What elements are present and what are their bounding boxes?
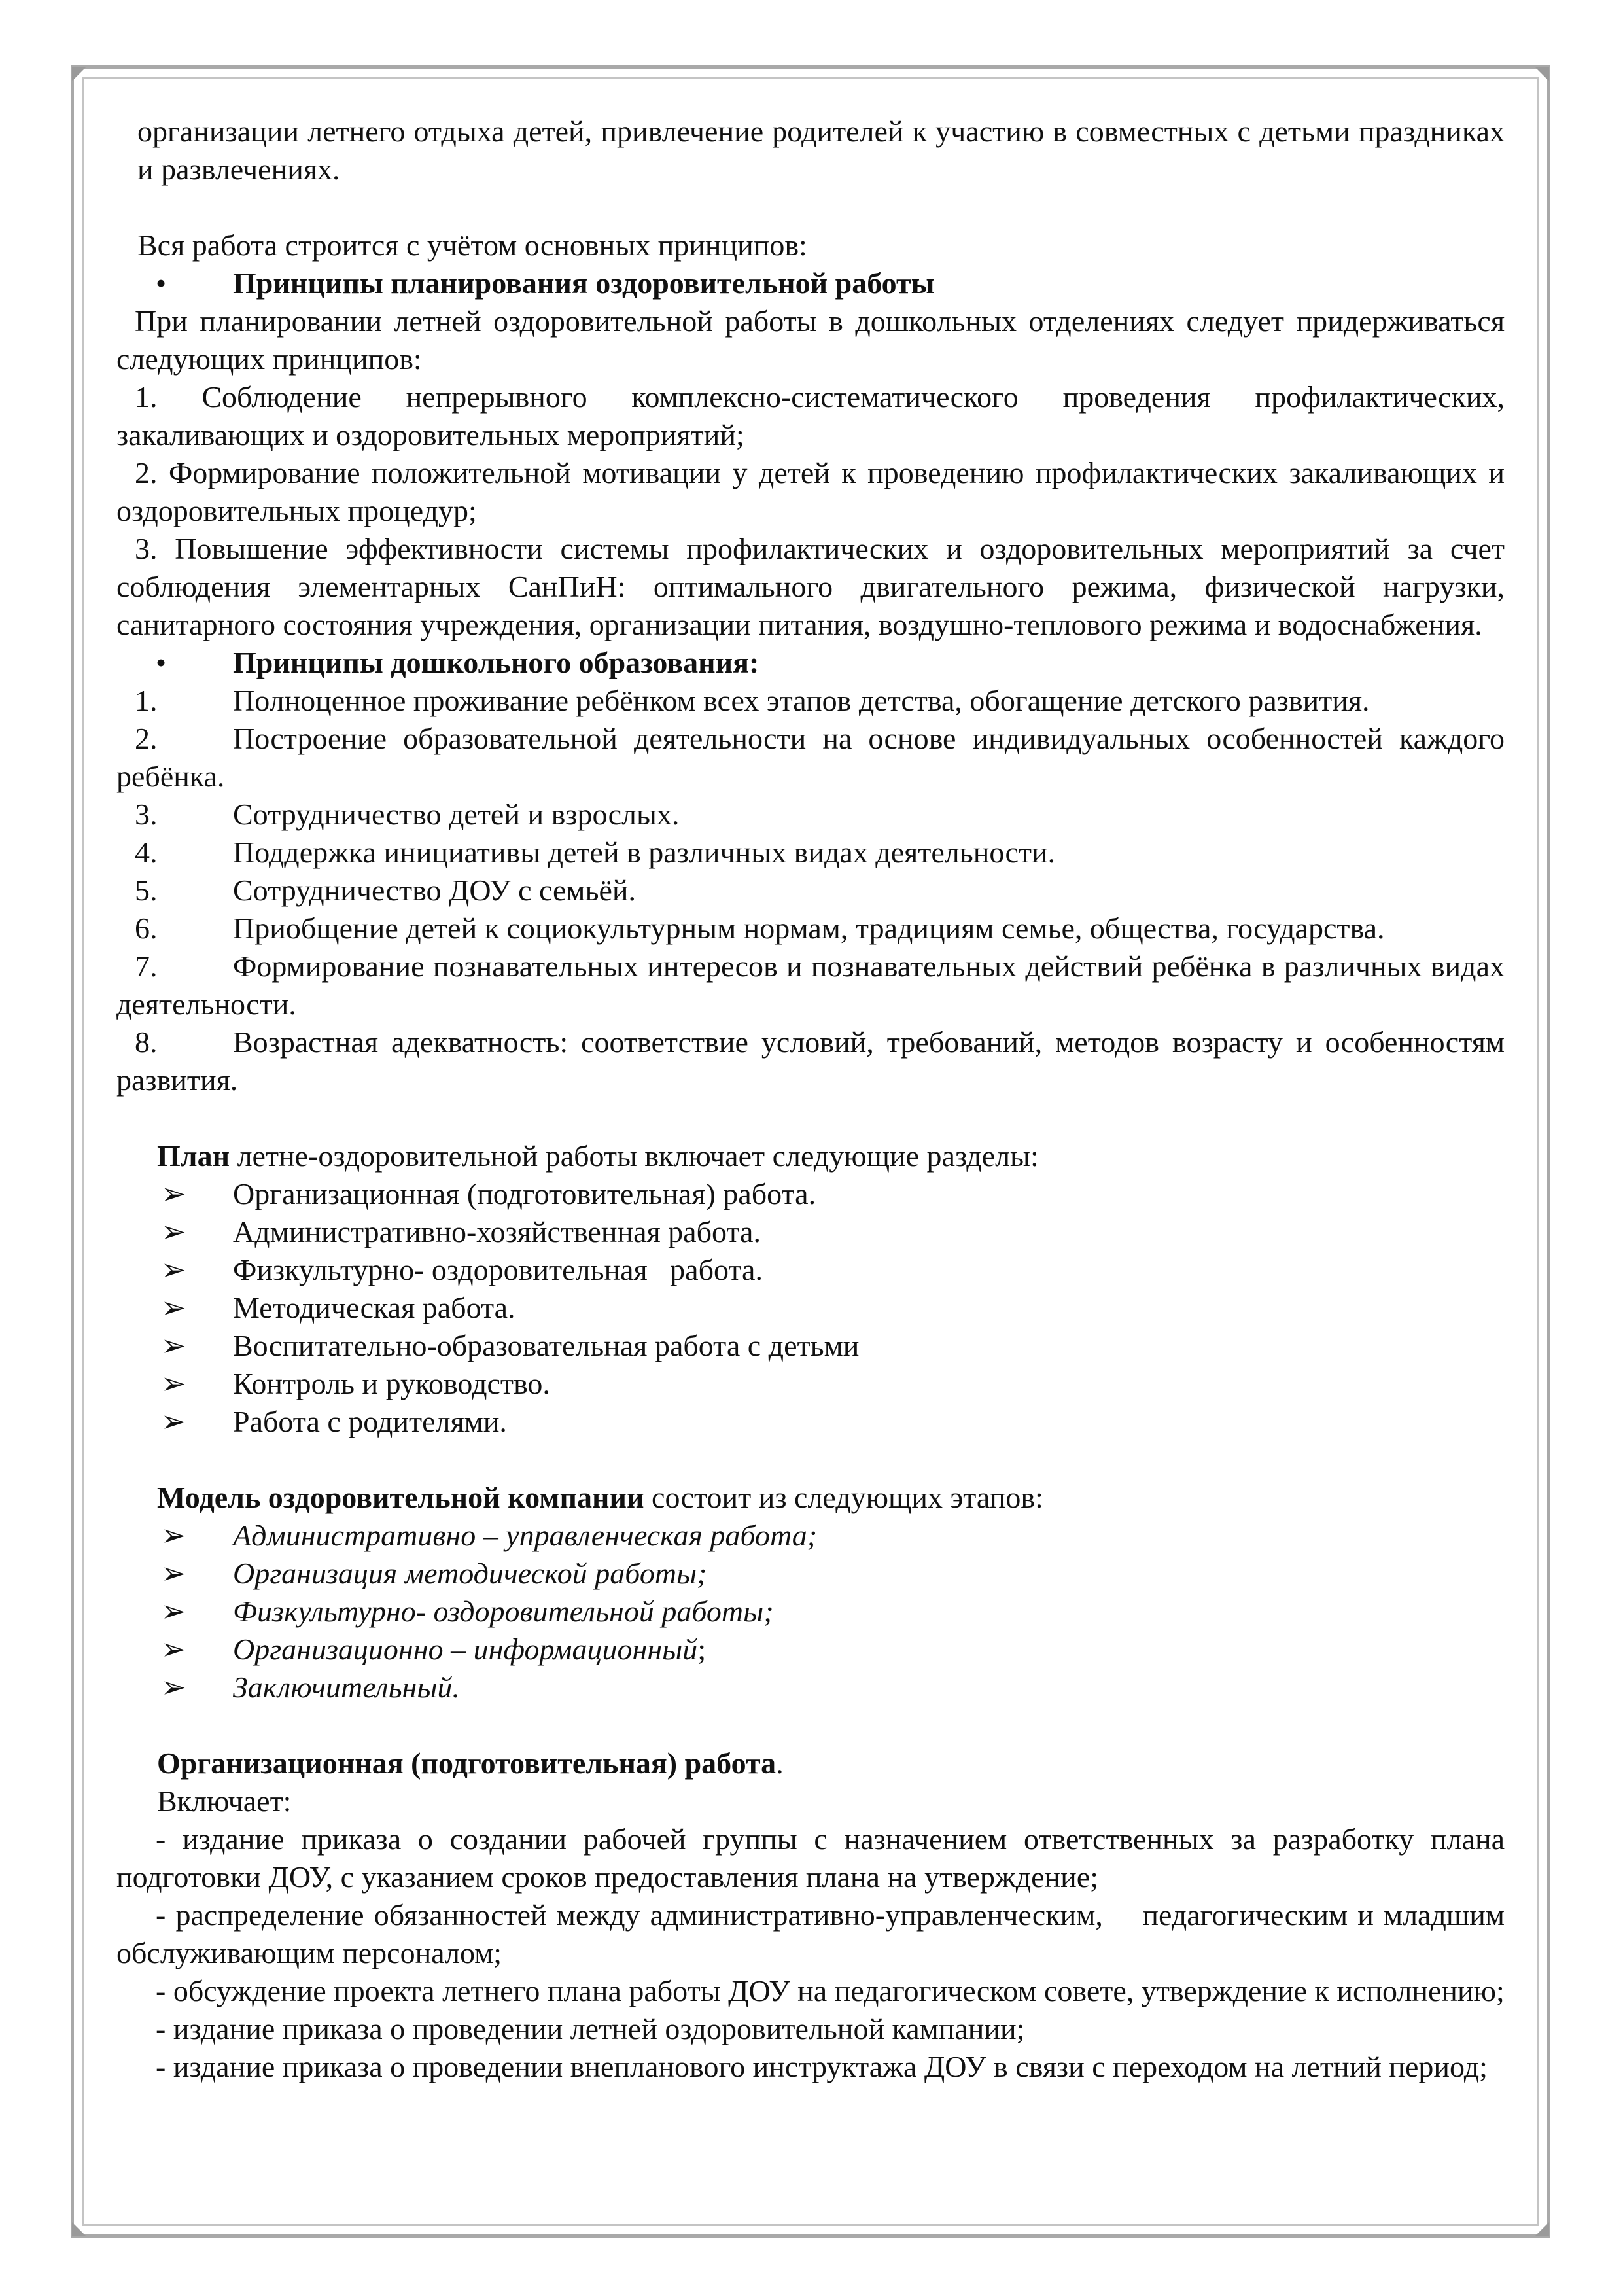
model-item-text: Административно – управленческая работа;	[233, 1519, 818, 1552]
planning-heading-row	[116, 264, 1505, 302]
arrow-bullet-icon: ➢	[161, 1519, 186, 1552]
plan-lead-bold: План	[157, 1139, 230, 1173]
arrow-bullet-icon: ➢	[161, 1557, 186, 1590]
preschool-item	[116, 872, 1505, 910]
org-item: - издание приказа о создании рабочей группы с назначением ответственных за разработку плана подготовки ДОУ, с указанием сроков предоставления плана на утверждение;	[116, 1822, 1505, 1894]
preschool-heading-row	[116, 644, 1505, 682]
planning-item: 1. Соблюдение непрерывного комплексно-систематического проведения профилактических, закаливающих и оздоровительных мероприятий;	[116, 380, 1505, 451]
spacer	[116, 1441, 1505, 1479]
model-item	[116, 1669, 1505, 1706]
list-item-text: Полноценное проживание ребёнком всех этапов детства, обогащение детского развития.	[233, 684, 1370, 717]
bullet-icon: •	[156, 266, 167, 300]
document-body	[116, 113, 1512, 2086]
arrow-bullet-icon: ➢	[161, 1670, 186, 1704]
list-number: 5.	[135, 874, 158, 907]
org-item: - издание приказа о проведении внепланового инструктажа ДОУ в связи с переходом на летний период;	[156, 2050, 1488, 2083]
arrow-bullet-icon: ➢	[161, 1253, 186, 1286]
plan-item-text: Воспитательно-образовательная работа с детьми	[233, 1329, 860, 1362]
plan-item	[116, 1289, 1505, 1327]
plan-item	[116, 1403, 1505, 1441]
plan-item-text: Работа с родителями.	[233, 1405, 507, 1438]
preschool-item	[116, 720, 1505, 796]
arrow-bullet-icon: ➢	[161, 1595, 186, 1628]
org-includes: Включает:	[157, 1784, 292, 1818]
plan-item-text: Физкультурно- оздоровительная работа.	[233, 1253, 763, 1286]
list-number: 7.	[135, 949, 158, 983]
list-item-text: Построение образовательной деятельности на основе индивидуальных особенностей каждого ребёнка.	[116, 722, 1505, 793]
model-item	[116, 1593, 1505, 1631]
model-item	[116, 1555, 1505, 1593]
plan-item	[116, 1365, 1505, 1403]
list-item-text: Поддержка инициативы детей в различных видах деятельности.	[233, 836, 1056, 869]
list-item-text: Сотрудничество ДОУ с семьёй.	[233, 874, 637, 907]
model-item-text: Организация методической работы;	[233, 1557, 707, 1590]
model-item-text: Заключительный.	[233, 1670, 460, 1704]
model-item-text: Организационно – информационный	[233, 1633, 698, 1666]
plan-item-text: Административно-хозяйственная работа.	[233, 1215, 761, 1248]
plan-item-text: Контроль и руководство.	[233, 1367, 550, 1400]
model-lead-rest: состоит из следующих этапов:	[644, 1481, 1043, 1514]
planning-heading: Принципы планирования оздоровительной работы	[233, 266, 935, 300]
list-number: 8.	[135, 1025, 158, 1059]
org-item: - обсуждение проекта летнего плана работы ДОУ на педагогическом совете, утверждение к исполнению;	[156, 1974, 1505, 2007]
org-item: - распределение обязанностей между административно-управленческим, педагогическим и младшим обслуживающим персоналом;	[116, 1898, 1512, 1969]
preschool-item	[116, 834, 1505, 872]
list-number: 1.	[135, 684, 158, 717]
spacer	[116, 1099, 1505, 1137]
frame-corner-ornament	[1535, 2222, 1549, 2236]
arrow-bullet-icon: ➢	[161, 1177, 186, 1210]
list-number: 2.	[135, 722, 158, 755]
frame-corner-ornament	[1535, 67, 1549, 81]
org-heading-line	[116, 1744, 1505, 1782]
plan-item-text: Методическая работа.	[233, 1291, 515, 1324]
plan-item	[116, 1251, 1505, 1289]
list-number: 6.	[135, 911, 158, 945]
org-heading: Организационная (подготовительная) работа	[157, 1746, 777, 1780]
frame-corner-ornament	[72, 2222, 86, 2236]
preschool-item	[116, 682, 1505, 720]
plan-item	[116, 1213, 1505, 1251]
model-item-text: Физкультурно- оздоровительной работы;	[233, 1595, 774, 1628]
spacer	[116, 1706, 1505, 1744]
arrow-bullet-icon: ➢	[161, 1367, 186, 1400]
model-item-tail: ;	[697, 1633, 707, 1666]
plan-item	[116, 1175, 1505, 1213]
plan-item-text: Организационная (подготовительная) работа.	[233, 1177, 816, 1210]
list-item-text: Приобщение детей к социокультурным нормам, традициям семье, общества, государства.	[233, 911, 1385, 945]
arrow-bullet-icon: ➢	[161, 1633, 186, 1666]
bullet-icon: •	[156, 646, 167, 679]
plan-item	[116, 1327, 1505, 1365]
model-item	[116, 1517, 1505, 1555]
list-item-text: Возрастная адекватность: соответствие условий, требований, методов возрасту и особенностям развития.	[116, 1025, 1505, 1097]
model-lead-bold: Модель оздоровительной компании	[157, 1481, 644, 1514]
arrow-bullet-icon: ➢	[161, 1215, 186, 1248]
list-number: 4.	[135, 836, 158, 869]
list-item-text: Формирование познавательных интересов и познавательных действий ребёнка в различных видах деятельности.	[116, 949, 1505, 1021]
principles-lead: Вся работа строится с учётом основных принципов:	[137, 228, 807, 262]
model-item	[116, 1631, 1505, 1669]
plan-lead	[116, 1137, 1505, 1175]
preschool-item	[116, 796, 1505, 834]
spacer	[116, 188, 1505, 226]
org-item: - издание приказа о проведении летней оздоровительной кампании;	[156, 2012, 1025, 2045]
frame-corner-ornament	[72, 67, 86, 81]
preschool-item	[116, 947, 1505, 1023]
arrow-bullet-icon: ➢	[161, 1329, 186, 1362]
intro-paragraph: организации летнего отдыха детей, привлечение родителей к участию в совместных с детьми праздниках и развлечениях.	[137, 115, 1505, 186]
org-heading-tail: .	[776, 1746, 784, 1780]
planning-item: 3. Повышение эффективности системы профилактических и оздоровительных мероприятий за счет соблюдения элементарных СанПиН: оптимального двигательного режима, физической нагрузки, санитарного состояния учреждения, организации питания, воздушно-теплового режима и водоснабжения.	[116, 532, 1505, 641]
planning-item: 2. Формирование положительной мотивации у детей к проведению профилактических закаливающих и оздоровительных процедур;	[116, 456, 1505, 527]
planning-intro: При планировании летней оздоровительной работы в дошкольных отделениях следует придерживаться следующих принципов:	[116, 304, 1505, 376]
model-lead	[116, 1479, 1505, 1517]
plan-lead-rest: летне-оздоровительной работы включает следующие разделы:	[230, 1139, 1039, 1173]
preschool-heading: Принципы дошкольного образования:	[233, 646, 759, 679]
list-item-text: Сотрудничество детей и взрослых.	[233, 798, 680, 831]
arrow-bullet-icon: ➢	[161, 1291, 186, 1324]
preschool-item	[116, 1023, 1505, 1099]
preschool-item	[116, 910, 1505, 947]
arrow-bullet-icon: ➢	[161, 1405, 186, 1438]
list-number: 3.	[135, 798, 158, 831]
